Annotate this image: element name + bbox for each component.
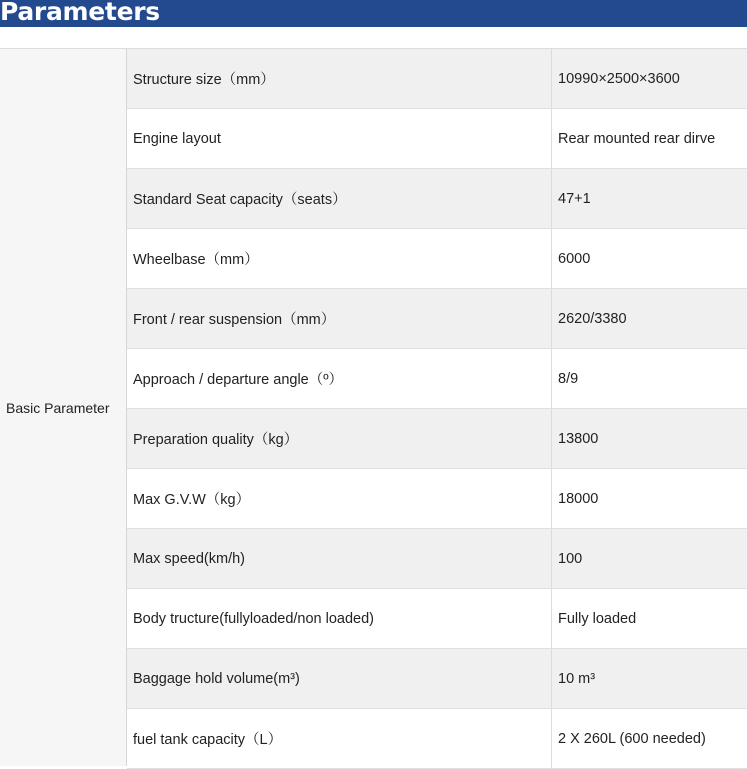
table-row — [127, 289, 747, 349]
parameter-value: 2 X 260L (600 needed) — [558, 730, 706, 747]
table-row — [127, 469, 747, 529]
parameter-label: Body tructure(fullyloaded/non loaded) — [127, 589, 552, 648]
parameter-label: Wheelbase（mm） — [127, 229, 552, 288]
parameter-value: Fully loaded — [558, 610, 637, 627]
table-row — [127, 49, 747, 109]
parameter-label: Structure size（mm） — [127, 49, 552, 108]
table-row — [127, 409, 747, 469]
group-label: Basic Parameter — [6, 399, 110, 416]
parameters-table — [0, 48, 747, 765]
parameter-value: 10990×2500×3600 — [558, 70, 680, 87]
parameter-label: Standard Seat capacity（seats） — [127, 169, 552, 228]
table-rows — [127, 49, 747, 769]
table-row — [127, 709, 747, 769]
section-header — [0, 0, 747, 27]
parameter-value: 6000 — [558, 250, 591, 267]
parameter-label: Approach / departure angle（º） — [127, 349, 552, 408]
parameter-label: Baggage hold volume(m³) — [127, 649, 552, 708]
table-row — [127, 649, 747, 709]
table-row — [127, 589, 747, 649]
parameter-value: 13800 — [558, 430, 599, 447]
group-label-cell — [0, 49, 127, 766]
table-row — [127, 169, 747, 229]
table-row — [127, 349, 747, 409]
table-row — [127, 529, 747, 589]
section-title: Parameters — [0, 0, 160, 26]
parameter-label: Engine layout — [127, 109, 552, 168]
parameter-value: 100 — [558, 550, 583, 567]
parameter-label: fuel tank capacity（L） — [127, 709, 552, 768]
table-row — [127, 109, 747, 169]
parameter-label: Max G.V.W（kg） — [127, 469, 552, 528]
parameter-value: 2620/3380 — [558, 310, 627, 327]
parameter-label: Front / rear suspension（mm） — [127, 289, 552, 348]
parameter-value: 18000 — [558, 490, 599, 507]
parameter-label: Preparation quality（kg） — [127, 409, 552, 468]
parameter-value: 10 m³ — [558, 670, 596, 687]
parameter-value: 47+1 — [558, 190, 591, 207]
parameter-value: 8/9 — [558, 370, 579, 387]
parameter-label: Max speed(km/h) — [127, 529, 552, 588]
parameter-value: Rear mounted rear dirve — [558, 130, 716, 147]
table-row — [127, 229, 747, 289]
